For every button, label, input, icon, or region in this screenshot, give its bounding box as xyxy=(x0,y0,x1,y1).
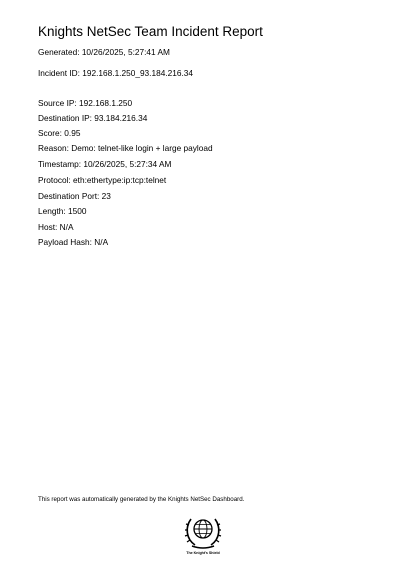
field-payload-hash: Payload Hash: N/A xyxy=(38,237,109,247)
field-destination-ip: Destination IP: 93.184.216.34 xyxy=(38,113,148,123)
knights-shield-logo xyxy=(183,513,223,563)
field-host: Host: N/A xyxy=(38,222,74,232)
field-length: Length: 1500 xyxy=(38,206,87,216)
logo-caption: The Knight's Shield xyxy=(186,551,220,555)
field-protocol: Protocol: eth:ethertype:ip:tcp:telnet xyxy=(38,175,167,185)
incident-id: Incident ID: 192.168.1.250_93.184.216.34 xyxy=(38,68,194,78)
field-timestamp: Timestamp: 10/26/2025, 5:27:34 AM xyxy=(38,159,172,169)
field-reason: Reason: Demo: telnet-like login + large payload xyxy=(38,143,213,153)
report-title: Knights NetSec Team Incident Report xyxy=(38,24,263,39)
knight-shield-emblem-icon xyxy=(183,513,223,551)
field-score: Score: 0.95 xyxy=(38,128,81,138)
field-source-ip: Source IP: 192.168.1.250 xyxy=(38,98,133,108)
footer-note: This report was automatically generated by the Knights NetSec Dashboard. xyxy=(38,496,245,503)
field-destination-port: Destination Port: 23 xyxy=(38,191,111,201)
generated-timestamp: Generated: 10/26/2025, 5:27:41 AM xyxy=(38,47,170,57)
